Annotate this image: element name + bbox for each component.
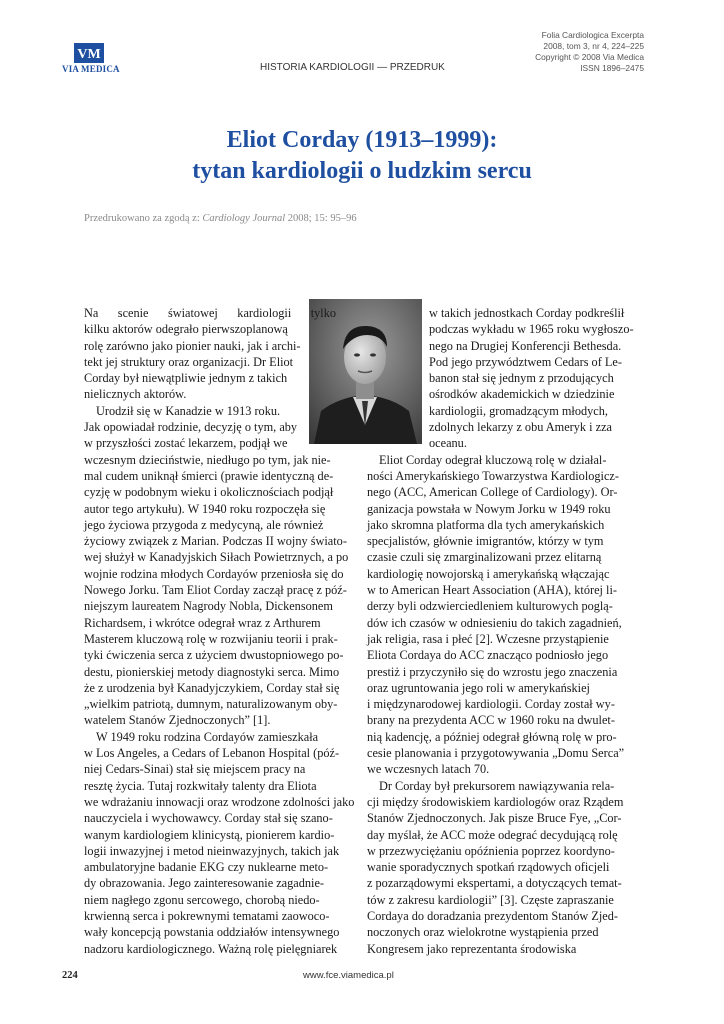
text-line: ności Amerykańskiego Towarzystwa Kardiologicz- xyxy=(367,468,619,483)
text-line: autor tego artykułu). W 1940 roku rozpoczęła się xyxy=(84,501,326,516)
journal-name: Folia Cardiologica Excerpta xyxy=(541,30,644,40)
text-line: Stanów Zjednoczonych. Jak pisze Bruce Fye, „Cor- xyxy=(367,811,622,826)
text-line: oraz ugruntowania jego roli w amerykańskiej xyxy=(367,680,590,695)
text-line: jego życiowa przygoda z medycyną, ale również xyxy=(84,517,324,532)
text-line: day myślał, że ACC może odegrać decydującą rolę xyxy=(367,827,618,842)
text-line: i międzynarodowej kardiologii. Corday został wy- xyxy=(367,697,615,712)
journal-info xyxy=(444,30,644,74)
journal-issn: ISSN 1896–2475 xyxy=(580,63,644,73)
text-line: derzy byli odzwierciedleniem kulturowych poglą- xyxy=(367,599,613,614)
article-title xyxy=(60,125,664,187)
text-line: niem nagłego zgonu sercowego, chorobą niedo- xyxy=(84,892,320,907)
text-line: życiowy związek z Marian. Podczas II wojny świato- xyxy=(84,534,347,549)
text-line: Dr Corday był prekursorem nawiązywania rela- xyxy=(379,778,615,793)
text-line: nielicznych aktorów. xyxy=(84,387,187,402)
text-line: Urodził się w Kanadzie w 1913 roku. xyxy=(96,403,281,418)
text-line: czasie czuli się zmarginalizowani przez elitarną xyxy=(367,550,602,565)
text-line: Pod jego przywództwem Cedars of Le- xyxy=(429,354,622,369)
text-line: tekt jej struktury oraz organizacji. Dr Eliot xyxy=(84,354,294,369)
text-line: cyzję w podobnym wieku i okolicznościach podjął xyxy=(84,485,334,500)
text-line: brany na prezydenta ACC w 1960 roku na dwulet- xyxy=(367,713,615,728)
text-line: ośrodków akademickich w dziedzinie xyxy=(429,387,615,402)
text-line: nauczyciela i wychowawcy. Corday stał się szano- xyxy=(84,811,333,826)
text-line: nadzoru kardiologicznego. Ważną rolę pielęgniarek xyxy=(84,941,338,956)
title-line: tytan kardiologii o ludzkim sercu xyxy=(192,158,532,184)
text-line: Masterem kluczową rolę w rozwijaniu teorii i prak- xyxy=(84,631,338,646)
text-line: że z urodzenia był Kanadyjczykiem, Corday stał się xyxy=(84,680,340,695)
text-line: ambulatoryjne badanie EKG czy nuklearne meto- xyxy=(84,860,329,875)
text-line: kardiologii, gromadzącym młodych, xyxy=(429,403,608,418)
text-line: nią kadencję, a później odegrał główną rolę w pro- xyxy=(367,729,617,744)
footer-url[interactable]: www.fce.viamedica.pl xyxy=(303,970,394,981)
text-line: watelem Stanów Zjednoczonych” [1]. xyxy=(84,713,271,728)
text-line: „wielkim patriotą, dumnym, naturalizowanym oby- xyxy=(84,697,338,712)
journal-copyright: Copyright © 2008 Via Medica xyxy=(535,52,644,62)
logo-mark-text: VM xyxy=(77,47,101,62)
reprint-note xyxy=(84,213,357,224)
text-line: rolę zarówno jako pionier nauki, jak i archi- xyxy=(84,338,301,353)
text-line: Kongresem jako reprezentanta środowiska xyxy=(367,941,577,956)
text-line: wanym kardiologiem klinicystą, pionierem kardio- xyxy=(84,827,335,842)
text-line: podczas wykładu w 1965 roku wygłoszo- xyxy=(429,322,634,337)
text-line: w przyszłości zostać lekarzem, podjął we xyxy=(84,436,288,451)
body-column-right xyxy=(367,305,641,957)
text-line: noczonych oraz wielokrotne wystąpienia przed xyxy=(367,925,599,940)
text-line: w przezwyciężaniu opóźnienia poprzez koordyno- xyxy=(367,843,615,858)
text-line: specjalistów, głównie imigrantów, którzy w tym xyxy=(367,534,604,549)
text-line: wczesnym dzieciństwie, niedługo po tym, jak nie- xyxy=(84,452,331,467)
text-line: Eliot Corday odegrał kluczową rolę w działal- xyxy=(379,452,607,467)
text-line: wały koncepcją powstania oddziałów intensywnego xyxy=(84,925,340,940)
reprint-prefix: Przedrukowano za zgodą z: xyxy=(84,213,203,224)
text-line: nego (ACC, American College of Cardiology). Or- xyxy=(367,485,618,500)
text-line: Richardsem, i wkrótce odegrał wraz z Arthurem xyxy=(84,615,321,630)
text-line: destu, pionierskiej metody diagnostyki serca. Mimo xyxy=(84,664,340,679)
text-line: dy obrazowania. Jego zainteresowanie zagadnie- xyxy=(84,876,325,891)
title-line: Eliot Corday (1913–1999): xyxy=(226,127,498,153)
text-line: Eliota Cordaya do ACC znacząco podniosło jego xyxy=(367,648,609,663)
text-line: Cordaya do doradzania prezydentom Stanów Zjed- xyxy=(367,908,618,923)
reprint-source: Cardiology Journal xyxy=(202,213,286,224)
text-line: cji między środowiskiem kardiologów oraz Rządem xyxy=(367,794,624,809)
text-line: wanie sporadycznych spotkań rządowych oficjeli xyxy=(367,860,610,875)
text-line: cesie planowania i przygotowywania „Domu Serca” xyxy=(367,746,625,761)
text-line: w takich jednostkach Corday podkreślił xyxy=(429,306,625,320)
text-line: we wczesnych latach 70. xyxy=(367,762,490,777)
text-line: w Los Angeles, a Cedars of Lebanon Hospital (póź- xyxy=(84,746,340,761)
text-line: wej służył w Kanadyjskich Siłach Powietrznych, a po xyxy=(84,550,349,565)
text-line: tów z zakresu kardiologii” [3]. Częste zapraszanie xyxy=(367,892,614,907)
text-line: resztę życia. Tutaj rozkwitały talenty dra Eliota xyxy=(84,778,317,793)
text-line: Jak opowiadał rodzinie, decyzję o tym, aby xyxy=(84,420,298,435)
text-line: oceanu. xyxy=(429,436,467,451)
text-line: mal cudem uniknął śmierci (prawie identyczną de- xyxy=(84,468,334,483)
text-line: zdolnych lekarzy z obu Ameryk i zza xyxy=(429,420,613,435)
text-line: tyki ćwiczenia serca z użyciem dwustopniowego po- xyxy=(84,648,344,663)
reprint-suffix: 2008; 15: 95–96 xyxy=(285,213,357,224)
text-line: niejszym laureatem Nagrody Nobla, Dickensonem xyxy=(84,599,333,614)
text-line: Nowego Jorku. Tam Eliot Corday zaczął pracę z póź- xyxy=(84,583,347,598)
text-line: we wdrażaniu innowacji oraz wrodzone zdolności jako xyxy=(84,794,355,809)
text-line: krwienną serca i pokrewnymi tematami zaowoco- xyxy=(84,908,330,923)
body-column-left xyxy=(84,305,355,957)
text-line: z pozarządowymi ekspertami, a dotyczących temat- xyxy=(367,876,622,891)
via-medica-logo-icon xyxy=(74,43,104,63)
page-number: 224 xyxy=(62,970,78,981)
text-line: Corday był niewątpliwie jednym z takich xyxy=(84,371,288,386)
text-line: jako skromna platforma dla tych amerykańskich xyxy=(367,517,605,532)
journal-volume: 2008, tom 3, nr 4, 224–225 xyxy=(543,41,644,51)
logo-text: VIA MEDICA xyxy=(62,64,120,74)
text-line: nego na Drugiej Konferencji Bethesda. xyxy=(429,338,622,353)
text-line: jak religia, rasa i płeć [2]. Wczesne przystąpienie xyxy=(367,631,609,646)
text-line: Na scenie światowej kardiologii tylko xyxy=(84,306,336,320)
section-label: HISTORIA KARDIOLOGII — PRZEDRUK xyxy=(260,62,445,73)
text-line: w to American Heart Association (AHA), której li- xyxy=(367,583,617,598)
text-line: logii inwazyjnej i metod nieinwazyjnych, takich jak xyxy=(84,843,340,858)
text-line: kardiologię nowojorską i amerykańską włączając xyxy=(367,566,610,581)
text-line: ganizacja powstała w Nowym Jorku w 1949 roku xyxy=(367,501,611,516)
text-line: wojnie rodzina młodych Cordayów przeniosła się do xyxy=(84,566,344,581)
text-line: prestiż i przyczyniło się do wzrostu jego znaczenia xyxy=(367,664,618,679)
text-line: niej Cedars-Sinai) stał się miejscem pracy na xyxy=(84,762,306,777)
text-line: dów ich czasów w odniesieniu do takich zagadnień, xyxy=(367,615,622,630)
text-line: W 1949 roku rodzina Cordayów zamieszkała xyxy=(96,729,319,744)
text-line: kilku aktorów odegrało pierwszoplanową xyxy=(84,322,288,337)
text-line: banon stał się jednym z przodujących xyxy=(429,371,614,386)
